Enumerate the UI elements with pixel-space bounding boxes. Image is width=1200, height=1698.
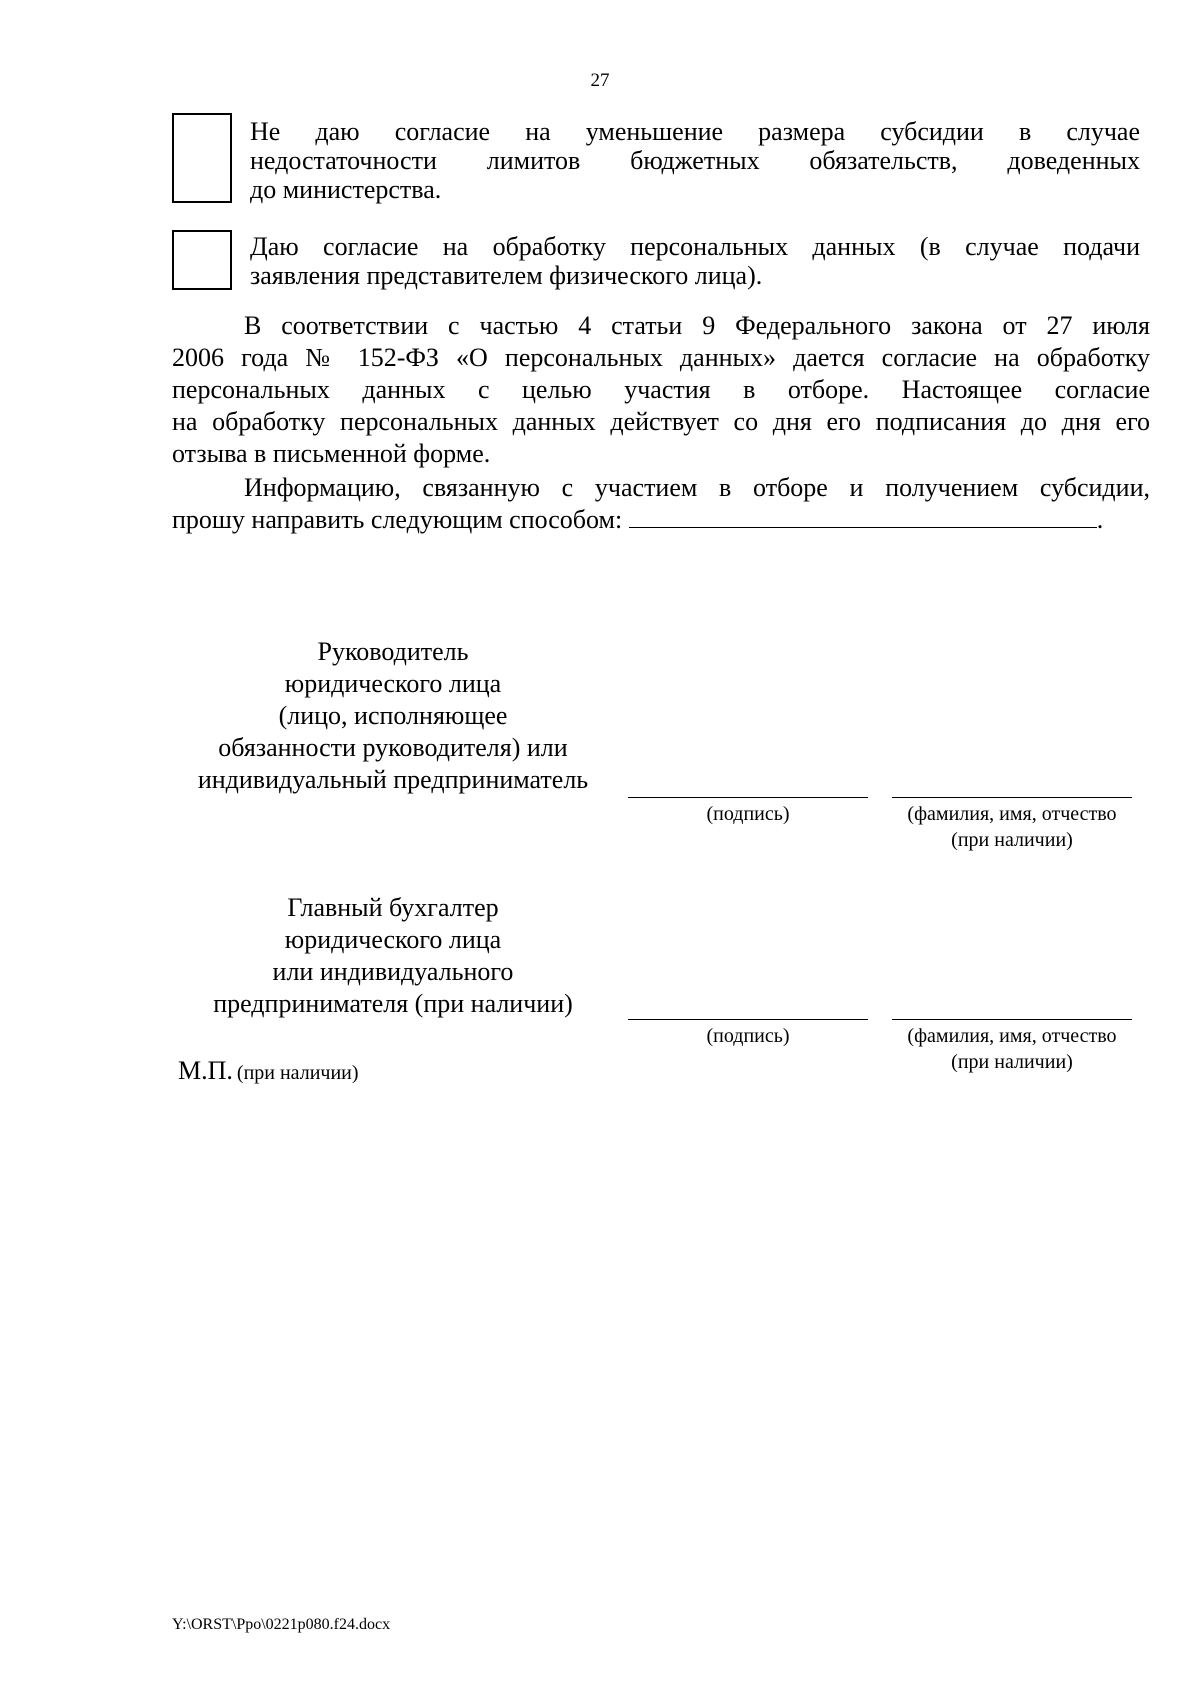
personal-data-consent-text xyxy=(250,232,1140,290)
signatory-title-line: предпринимателя (при наличии) xyxy=(213,989,573,1018)
signatory-title-line: юридического лица xyxy=(284,925,502,954)
delivery-method-line xyxy=(172,504,1150,536)
option-line: недостаточности лимитов бюджетных обязательств, доведенных xyxy=(250,146,1140,175)
accountant-signature-caption: (подпись) xyxy=(706,1025,790,1047)
option-line: заявления представителем физического лица). xyxy=(250,261,763,290)
delivery-method-paragraph xyxy=(172,472,1150,536)
option-line: Даю согласие на обработку персональных данных (в случае подачи xyxy=(250,232,1140,261)
accountant-signature-line[interactable] xyxy=(628,1019,868,1020)
head-signature-line[interactable] xyxy=(628,797,868,798)
signatory-title-line: Руководитель xyxy=(317,637,469,666)
delivery-method-period: . xyxy=(1096,505,1104,534)
paragraph-line: персональных данных с целью участия в отборе. Настоящее согласие xyxy=(172,375,1150,404)
signatory-title-line: индивидуальный предприниматель xyxy=(197,765,589,794)
caption-line: (при наличии) xyxy=(951,1051,1073,1073)
paragraph-line: 2006 года № 152-ФЗ «О персональных данных» дается согласие на обработку xyxy=(172,343,1150,372)
signatory-title-line: юридического лица xyxy=(284,669,502,698)
paragraph-line: отзыва в письменной форме. xyxy=(172,439,491,468)
signatory-title-line: или индивидуального xyxy=(272,957,514,986)
accountant-name-caption xyxy=(870,1023,1154,1075)
personal-data-consent-checkbox[interactable] xyxy=(172,230,232,290)
signatory-title-line: (лицо, исполняющее xyxy=(278,701,508,730)
caption-line: (фамилия, имя, отчество xyxy=(907,1025,1117,1047)
page-number: 27 xyxy=(590,70,610,91)
signatory-title-line: обязанности руководителя) или xyxy=(218,733,568,762)
paragraph-line: на обработку персональных данных действует со дня его подписания до дня его xyxy=(172,407,1150,436)
head-name-caption xyxy=(870,801,1154,853)
delivery-method-label: прошу направить следующим способом: xyxy=(172,505,623,534)
delivery-method-field[interactable] xyxy=(629,505,1097,528)
signatory-title-line: Главный бухгалтер xyxy=(287,893,499,922)
paragraph-line: Информацию, связанную с участием в отборе и получением субсидии, xyxy=(244,473,1150,502)
no-reduction-consent-checkbox[interactable] xyxy=(172,113,232,203)
caption-line: (при наличии) xyxy=(951,829,1073,851)
stamp-label: М.П. xyxy=(178,1056,233,1085)
paragraph-line: В соответствии с частью 4 статьи 9 Федерального закона от 27 июля xyxy=(244,311,1150,340)
consent-paragraph xyxy=(172,310,1150,470)
head-signatory-title xyxy=(172,636,614,796)
accountant-signatory-title xyxy=(172,892,614,1020)
head-signature-caption: (подпись) xyxy=(706,803,790,825)
footer-file-path: Y:\ORST\Ppo\0221p080.f24.docx xyxy=(172,1616,391,1633)
caption-line: (фамилия, имя, отчество xyxy=(907,803,1117,825)
stamp-placeholder xyxy=(178,1056,359,1086)
head-name-line[interactable] xyxy=(892,797,1132,798)
option-line: до министерства. xyxy=(250,175,442,204)
no-reduction-consent-text xyxy=(250,117,1140,204)
accountant-name-line[interactable] xyxy=(892,1019,1132,1020)
option-line: Не даю согласие на уменьшение размера субсидии в случае xyxy=(250,117,1140,146)
stamp-note: (при наличии) xyxy=(236,1062,359,1084)
